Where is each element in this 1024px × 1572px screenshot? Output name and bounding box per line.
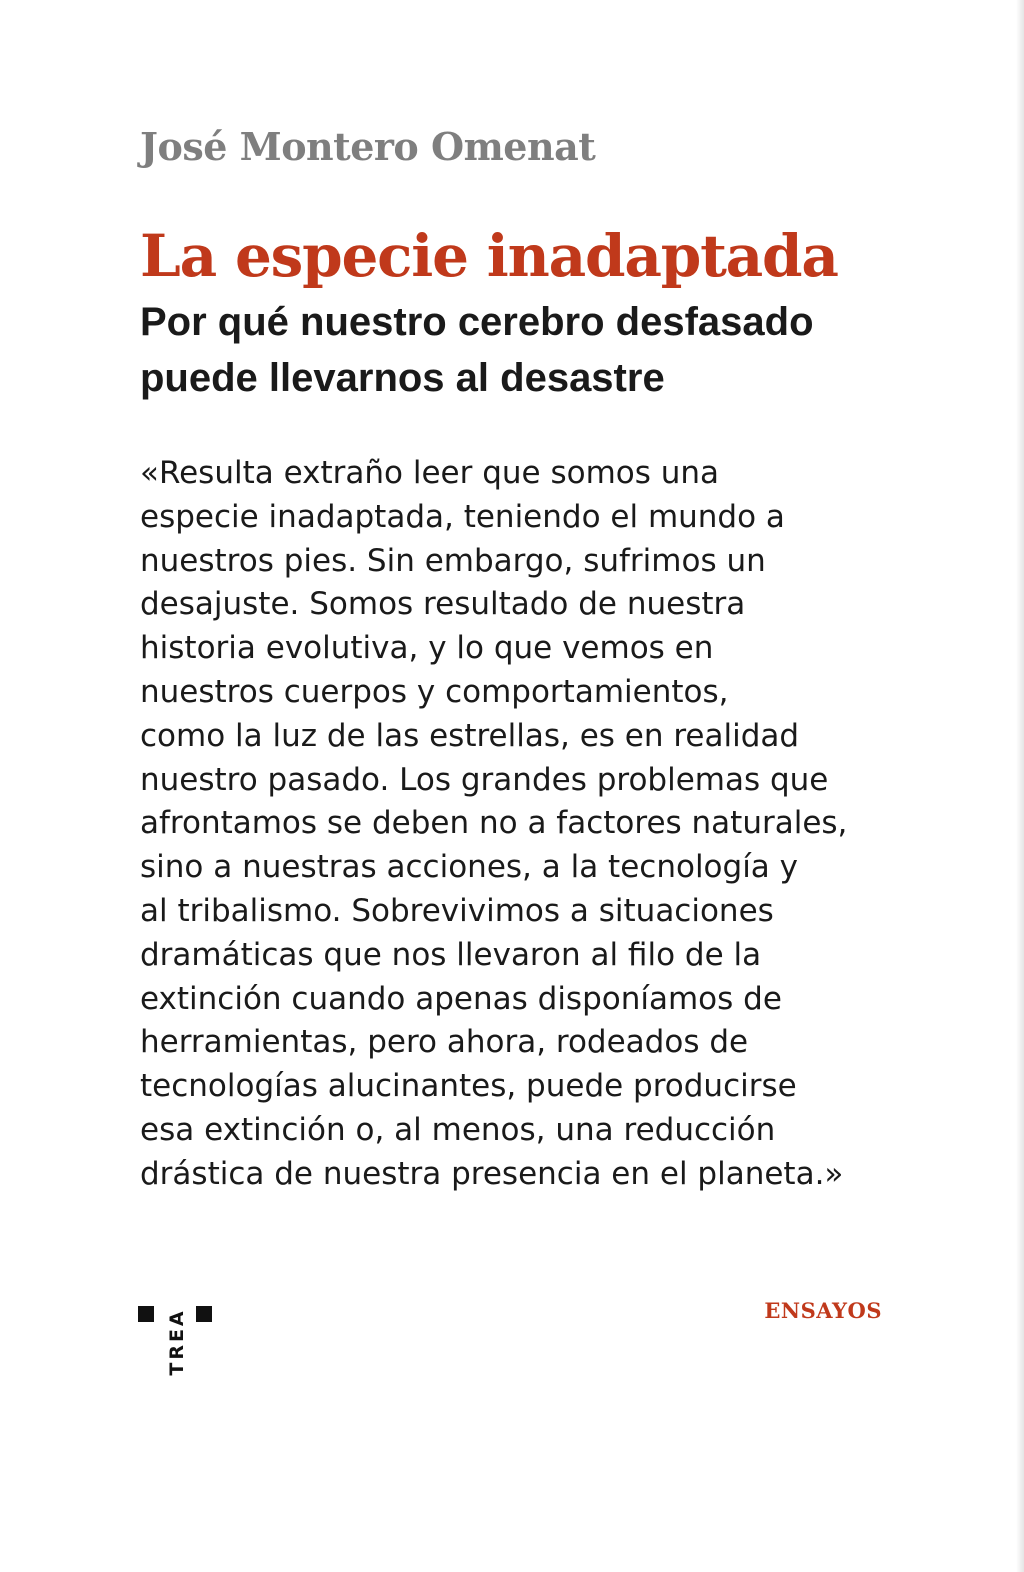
blurb-line: como la luz de las estrellas, es en realidad bbox=[140, 717, 800, 754]
blurb-line: nuestro pasado. Los grandes problemas que bbox=[140, 761, 829, 798]
blurb-line: especie inadaptada, teniendo el mundo a bbox=[140, 498, 785, 535]
blurb-line: nuestros pies. Sin embargo, sufrimos un bbox=[140, 542, 766, 579]
subtitle-line: Por qué nuestro cerebro desfasado bbox=[140, 300, 814, 344]
blurb-line: afrontamos se deben no a factores naturales, bbox=[140, 805, 848, 842]
blurb-line: «Resulta extraño leer que somos una bbox=[140, 455, 720, 491]
blurb-line: desajuste. Somos resultado de nuestra bbox=[140, 586, 746, 623]
blurb-line: herramientas, pero ahora, rodeados de bbox=[140, 1024, 749, 1061]
series-label: ENSAYOS bbox=[764, 1298, 882, 1323]
blurb-line: nuestros cuerpos y comportamientos, bbox=[140, 673, 729, 710]
publisher-logo-text: TREA bbox=[166, 1308, 188, 1376]
logo-square-right bbox=[196, 1306, 212, 1322]
blurb-line: esa extinción o, al menos, una reducción bbox=[140, 1111, 776, 1148]
blurb-line: drástica de nuestra presencia en el planeta.» bbox=[140, 1155, 844, 1192]
subtitle-line: puede llevarnos al desastre bbox=[140, 356, 665, 400]
page-edge-shadow bbox=[1016, 0, 1024, 1572]
blurb-line: tecnologías alucinantes, puede producirse bbox=[140, 1068, 797, 1105]
author-name: José Montero Omenat bbox=[140, 124, 596, 169]
book-subtitle bbox=[140, 294, 920, 406]
back-cover-blurb bbox=[140, 452, 940, 1197]
blurb-line: dramáticas que nos llevaron al filo de la bbox=[140, 936, 762, 973]
book-title: La especie inadaptada bbox=[140, 222, 838, 290]
blurb-line: extinción cuando apenas disponíamos de bbox=[140, 980, 782, 1017]
logo-square-left bbox=[138, 1306, 154, 1322]
publisher-logo bbox=[138, 1302, 214, 1382]
blurb-line: al tribalismo. Sobrevivimos a situaciones bbox=[140, 892, 774, 929]
blurb-line: historia evolutiva, y lo que vemos en bbox=[140, 630, 714, 667]
blurb-line: sino a nuestras acciones, a la tecnología y bbox=[140, 849, 799, 886]
